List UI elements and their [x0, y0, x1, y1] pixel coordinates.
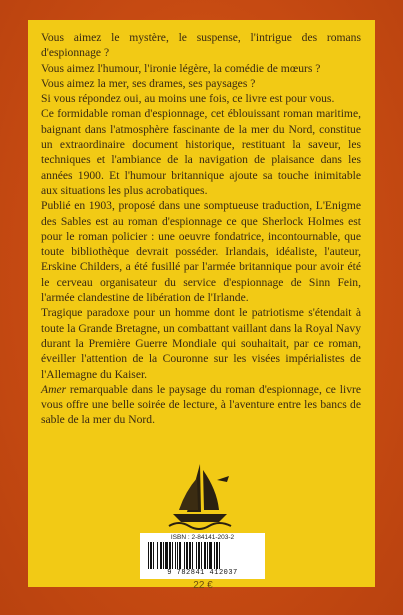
hook-line: Vous aimez la mer, ses drames, ses paysages ? — [41, 76, 256, 90]
text-panel — [28, 20, 375, 591]
blurb-paragraph: Ce formidable roman d'espionnage, cet éblouissant roman maritime, baignant dans l'atmosphère fascinante de la mer du Nord, constitue un extraordinaire document historique, restituant la saveur, les techniques et l'ambiance de la navigation de plaisance dans les années 1900. Et l'humour britannique ajoute sa touche inimitable aux situations les plus acrobatiques. — [41, 107, 361, 197]
hook-line: Si vous répondez oui, au moins une fois, ce livre est pour vous. — [41, 92, 335, 106]
ean-digits: 9 782841 412037 — [167, 569, 238, 577]
blurb-paragraph: Tragique paradoxe pour un homme dont le patriotisme s'étendait à toute la Grande Bretagne, un combattant vaillant dans la Royal Navy durant la Première Guerre Mondiale qui souhaitait, par ce roman, éveiller l'attention de la Couronne sur les visées impérialistes de l'Allemagne du Kaiser. — [41, 306, 361, 381]
closing-lead: Amer — [41, 382, 67, 396]
hook-line: Vous aimez le mystère, le suspense, l'intrigue des romans d'espionnage ? — [41, 31, 361, 60]
isbn-label: ISBN : 2-84141-203-2 — [170, 534, 235, 541]
barcode-box — [140, 533, 265, 579]
price-label: 22 € — [193, 580, 213, 591]
closing-paragraph — [41, 382, 361, 428]
blurb-paragraph: Publié en 1903, proposé dans une somptueuse traduction, L'Enigme des Sables est au roman d'espionnage ce que Sherlock Holmes est pour le roman policier : une oeuvre fondatrice, incontournable, que toute bibliothèque devrait posséder. Irlandais, idéaliste, l'auteur, Erskine Childers, a été fusillé par l'armée britannique pour avoir été le cerveau organisateur du service d'espionnage de Sinn Fein, l'armée clandestine de libération de l'Irlande. — [41, 199, 361, 305]
ean-barcode-icon — [148, 542, 258, 569]
closing-rest: remarquable dans le paysage du roman d'espionnage, ce livre vous offre une belle soirée de lecture, à l'aventure entre les bancs de sable de la mer du Nord. — [41, 382, 361, 427]
hook-line: Vous aimez l'humour, l'ironie légère, la comédie de mœurs ? — [41, 61, 321, 75]
sailing-ship-logo-icon — [167, 460, 233, 530]
blurb-text — [41, 30, 361, 428]
